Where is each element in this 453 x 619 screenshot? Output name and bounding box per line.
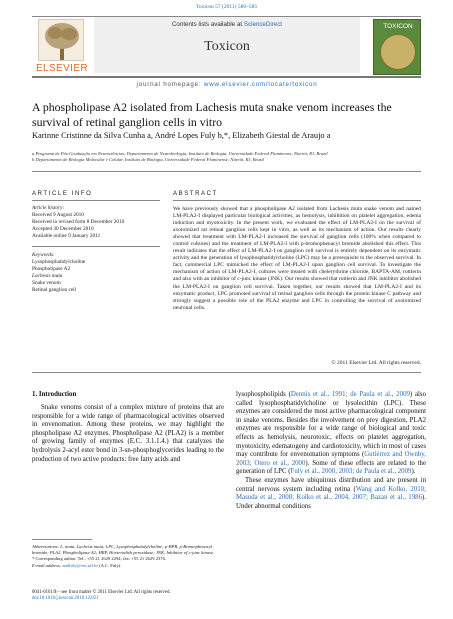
footnotes: [32, 544, 224, 569]
introduction-right-column: [236, 391, 426, 511]
keyword-item: Phospholipase A2: [32, 265, 71, 272]
citation-link[interactable]: Dennis et al., 1991; de Paula et al., 2009: [290, 391, 410, 398]
abstract-bottom-divider: [32, 372, 421, 373]
keyword-item: Lysophosphatidylcholine: [32, 258, 86, 265]
affiliation-b: b Departamento de Biologia Molecular e Celular, Instituto de Biologia, Universidade Federal Fluminense, Niterói, RJ, Brazil: [32, 157, 264, 163]
keywords: [32, 252, 160, 293]
header-divider: [32, 171, 421, 172]
introduction-heading: 1. Introduction: [32, 391, 77, 398]
affiliations: [32, 151, 427, 164]
abstract-text: We have previously showed that a phospholipase A2 isolated from Lachesis muta snake venom and named LM-PLA2-I displayed particular biological activities, as hemolysis, inhibition on platelet aggregation, edema induction and myotoxicity. In the present work, we evaluated the effect of LM-PLA2-I on the survival of axotomized rat retinal ganglion cells kept in vitro, as well as its mechanism of action. Our results clearly showed that treatment with LM-PLA2-I increased the survival of ganglion cells (100% when compared to control cultures) and the treatment of LM-PLA2-I with p-bromophenacyl bromide abolished this effect. This result indicates that the effect of LM-PLA2-I on ganglion cell survival is entirely dependent on its enzymatic activity and the generation of lysophosphatidylcholine (LPC) may be a prerequisite to the observed survival. In fact, commercial LPC mimicked the effect of LM-PLA2-I upon ganglion cell survival. To investigate the mechanism of action of LM-PLA2-I, cultures were treated with chelerythrine chloride, BAPTA-AM, rottlerin and also with an inhibitor of c-junc kinase (JNK). Our results showed that rottlerin and JNK inhibitor abolished the LM-PLA2-I on ganglion cell survival. Taken together, our results showed that LM-PLA2-I and its enzymatic product, LPC promoted survival of retinal ganglion cells through the protein kinase C pathway and strongly suggest a possible role of the PLA2 enzyme and LPC in controlling the survival of axotomized neuronal cells.: [173, 206, 421, 311]
history-received: Received 9 August 2010: [32, 211, 84, 218]
keyword-item: Lachesis muta: [32, 272, 63, 279]
homepage-prefix: journal homepage:: [136, 81, 204, 88]
article-info-heading: ARTICLE INFO: [32, 191, 93, 197]
email-footnote: E-mail address: andfuly@vm.uff.br (A.L. Fuly).: [32, 562, 122, 568]
article-info-divider: [32, 200, 160, 201]
abstract-heading: ABSTRACT: [173, 191, 218, 197]
abbreviations-footnote: Abbreviations: L. muta, Lachesis muta; LPC, Lysophosphatidylcholine; p-BPB, p-Bromophenacyl bromide; PLA2, Phospholipase A2; HRP, Horseradish peroxidase; JNK, Inhibitor of c-junc kinase.: [32, 544, 215, 556]
citation-link[interactable]: Wang and Kolko, 2010; Masuda et al., 2008; Kolko et al., 2004, 2007; Bazan et al., 1986: [236, 485, 427, 502]
publisher-logo-text: ELSEVIER: [35, 63, 89, 74]
journal-homepage-line: [94, 81, 360, 88]
journal-info-box: [94, 17, 360, 73]
history-accepted: Accepted 30 December 2010: [32, 225, 94, 232]
keywords-label: Keywords:: [32, 252, 55, 258]
history-revised: Received in revised form 8 December 2010: [32, 218, 125, 225]
copyright-notice: © 2011 Elsevier Ltd. All rights reserved.: [331, 360, 421, 366]
keyword-item: Snake venom: [32, 279, 61, 286]
contents-prefix: Contents lists available at: [171, 21, 244, 28]
elsevier-logo: [32, 19, 92, 75]
homepage-link[interactable]: www.elsevier.com/locate/toxicon: [203, 81, 318, 88]
tree-logo-icon: [38, 19, 84, 61]
cover-title: TOXICON: [383, 23, 413, 30]
keywords-divider: [32, 246, 160, 247]
intro-paragraph-2: These enzymes have ubiquitous distribution and are present in central nervous system including retina (Wang and Kolko, 2010; Masuda et al., 2008; Kolko et al., 2004, 2007; Bazan et al., 1986). Under abnormal conditions: [236, 476, 427, 510]
journal-title: Toxicon: [204, 39, 250, 54]
author-list: Karinne Cristinne da Silva Cunha a, André Lopes Fuly b,*, Elizabeth Giestal de Araujo a: [32, 131, 331, 140]
introduction-left-column: Snake venoms consist of a complex mixture of proteins that are responsible for a wide range of pharmacological activities observed in envenomation. Among these proteins, we may highlight the phospholipase A2 enzymes. Phospholipase A2 (PLA2) is a member of growing family of enzymes (E.C. 3.1.1.4.) that catalyzes the hydrolysis 2-acyl ester bond in 3-sn-phosphoglycerides leading to the production of two active products: free fatty acids and: [32, 404, 224, 463]
history-online: Available online 9 January 2011: [32, 232, 101, 239]
contents-line: [94, 21, 360, 28]
history-label: Article history:: [32, 205, 65, 211]
citation-link[interactable]: Fuly et al., 2000, 2003; de Paula et al., 2009: [290, 468, 412, 476]
affiliation-a: a Programa de Pós-Graduação em Neurociências, Departamento de Neurobiologia, Instituto de Biologia, Universidade Federal Fluminense, Niterói, RJ, Brazil: [32, 151, 328, 156]
citation-link[interactable]: Gutiérrez and Ownby, 2003; Otero et al., 2000: [236, 451, 426, 467]
article-title: A phospholipase A2 isolated from Lachesis muta snake venom increases the survival of retinal ganglion cells in vitro: [32, 100, 392, 129]
email-link[interactable]: andfuly@vm.uff.br: [62, 562, 98, 568]
keyword-item: Retinal ganglion cell: [32, 286, 77, 293]
journal-masthead: [32, 16, 421, 88]
article-history: [32, 205, 160, 240]
footnote-divider: [32, 539, 92, 540]
doi-link[interactable]: doi:10.1016/j.toxicon.2010.12.021: [32, 596, 99, 602]
snake-cover-icon: [380, 34, 416, 70]
corresponding-author-footnote: * Corresponding author. Tel.: +55 21 2629 2294; fax: +55 21 2629 2376.: [32, 556, 167, 562]
journal-cover-image: [373, 19, 421, 75]
sciencedirect-link[interactable]: ScienceDirect: [243, 21, 283, 28]
journal-reference[interactable]: Toxicon 57 (2011) 580–585: [195, 4, 258, 10]
abstract-divider: [173, 200, 421, 201]
issn-front-matter: [32, 590, 252, 603]
issn-line: 0041-0101/$ – see front matter © 2011 Elsevier Ltd. All rights reserved.: [32, 590, 171, 595]
intro-paragraph-1: lysophospholipids (Dennis et al., 1991; de Paula et al., 2009) also called lysophosphatidylcholine or lysolecithin (LPC). These enzymes are considered the most active pharmacological component in snake venoms. Besides the involvement on prey digestion, PLA2 enzymes are responsible for a wide range of biological and toxic effects as hemolysis, neurotoxic, effects on platelet aggregation, myotoxicity, edematogeny and cardiotoxicity, which in most of cases may contribute for envenomation symptoms (Gutiérrez and Ownby, 2003; Otero et al., 2000). Some of these effects are related to the generation of LPC (Fuly et al., 2000, 2003; de Paula et al., 2009).: [236, 391, 426, 476]
